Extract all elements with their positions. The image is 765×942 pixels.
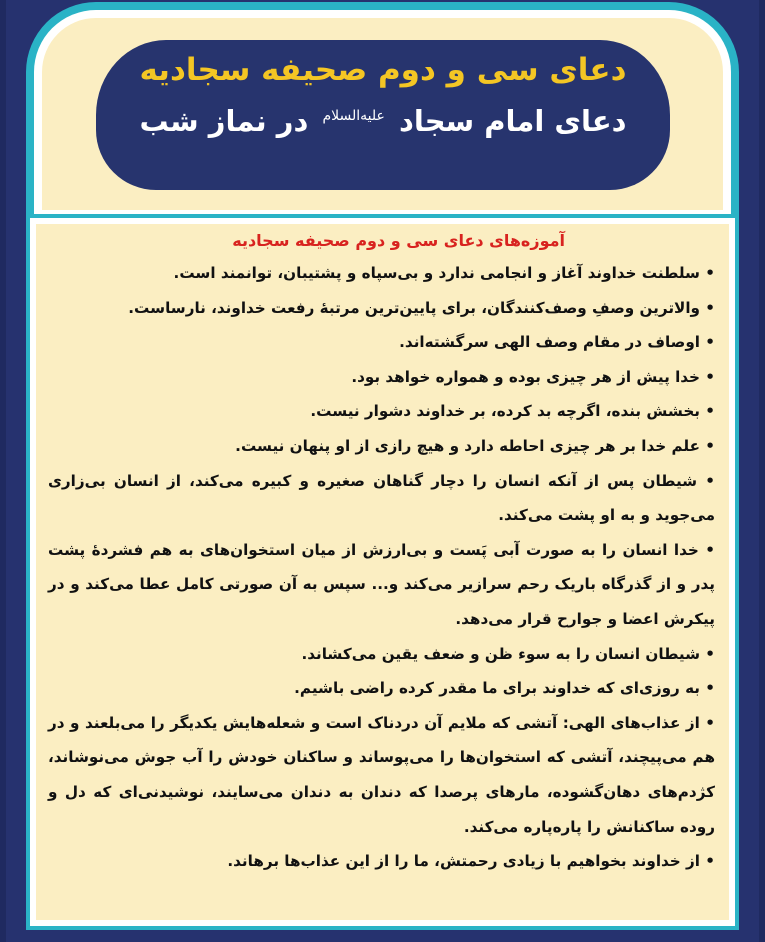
list-item: • سلطنت خداوند آغاز و انجامی ندارد و بی‌سپاه و پشتیبان، توانمند است. xyxy=(48,256,715,291)
list-item: • به روزی‌ای که خداوند برای ما مقدر کرده راضی باشیم. xyxy=(48,671,715,706)
subtitle-part-2: در نماز شب xyxy=(139,104,309,138)
content-heading: آموزه‌های دعای سی و دوم صحیفه سجادیه xyxy=(232,231,565,250)
content-body xyxy=(48,228,715,879)
list-item: • بخشش بنده، اگرچه بد کرده، بر خداوند دشوار نیست. xyxy=(48,394,715,429)
title-box xyxy=(96,40,670,190)
content-panel xyxy=(36,224,729,920)
teachings-list xyxy=(48,256,715,879)
list-item: • اوصاف در مقام وصف الهی سرگشته‌اند. xyxy=(48,325,715,360)
list-item: • علم خدا بر هر چیزی احاطه دارد و هیچ رازی از او پنهان نیست. xyxy=(48,429,715,464)
right-border-stripe xyxy=(759,0,765,942)
list-item: • از عذاب‌های الهی: آتشی که ملایم آن دردناک است و شعله‌هایش یکدیگر را می‌بلعند و در هم می‌پیچند، آتشی که استخوان‌ها را می‌پوساند و ساکنان خودش را آب جوش می‌نوشاند، کژدم‌های دهان‌گشوده، مارهای پرصدا که دندان به دندان می‌سایند، نوشیدنی‌ای که دل و روده ساکنانش را پاره‌پاره می‌کند. xyxy=(48,706,715,844)
list-item: • شیطان انسان را به سوء ظن و ضعف یقین می‌کشاند. xyxy=(48,637,715,672)
header xyxy=(12,0,753,220)
list-item: • از خداوند بخواهیم با زیادی رحمتش، ما را از این عذاب‌ها برهاند. xyxy=(48,844,715,879)
subtitle-part-1: دعای امام سجاد xyxy=(398,104,627,138)
honorific-seal: علیه‌السلام xyxy=(322,108,385,125)
list-item: • والاترین وصفِ وصف‌کنندگان، برای پایین‌ترین مرتبهٔ رفعت خداوند، نارساست. xyxy=(48,291,715,326)
page-title: دعای سی و دوم صحیفه سجادیه xyxy=(139,52,627,88)
page-subtitle xyxy=(96,104,670,138)
list-item: • شیطان پس از آنکه انسان را دچار گناهان صغیره و کبیره می‌کند، از انسان بی‌زاری می‌جوید و به او پشت می‌کند. xyxy=(48,464,715,533)
list-item: • خدا پیش از هر چیزی بوده و همواره خواهد بود. xyxy=(48,360,715,395)
list-item: • خدا انسان را به صورت آبی پَست و بی‌ارزش از میان استخوان‌های به هم فشردهٔ پشت پدر و از گذرگاه باریک رحم سرازیر می‌کند و... سپس به آن صورتی کامل عطا می‌کند و در پیکرش اعضا و جوارح قرار می‌دهد. xyxy=(48,533,715,637)
left-border-stripe xyxy=(0,0,6,942)
